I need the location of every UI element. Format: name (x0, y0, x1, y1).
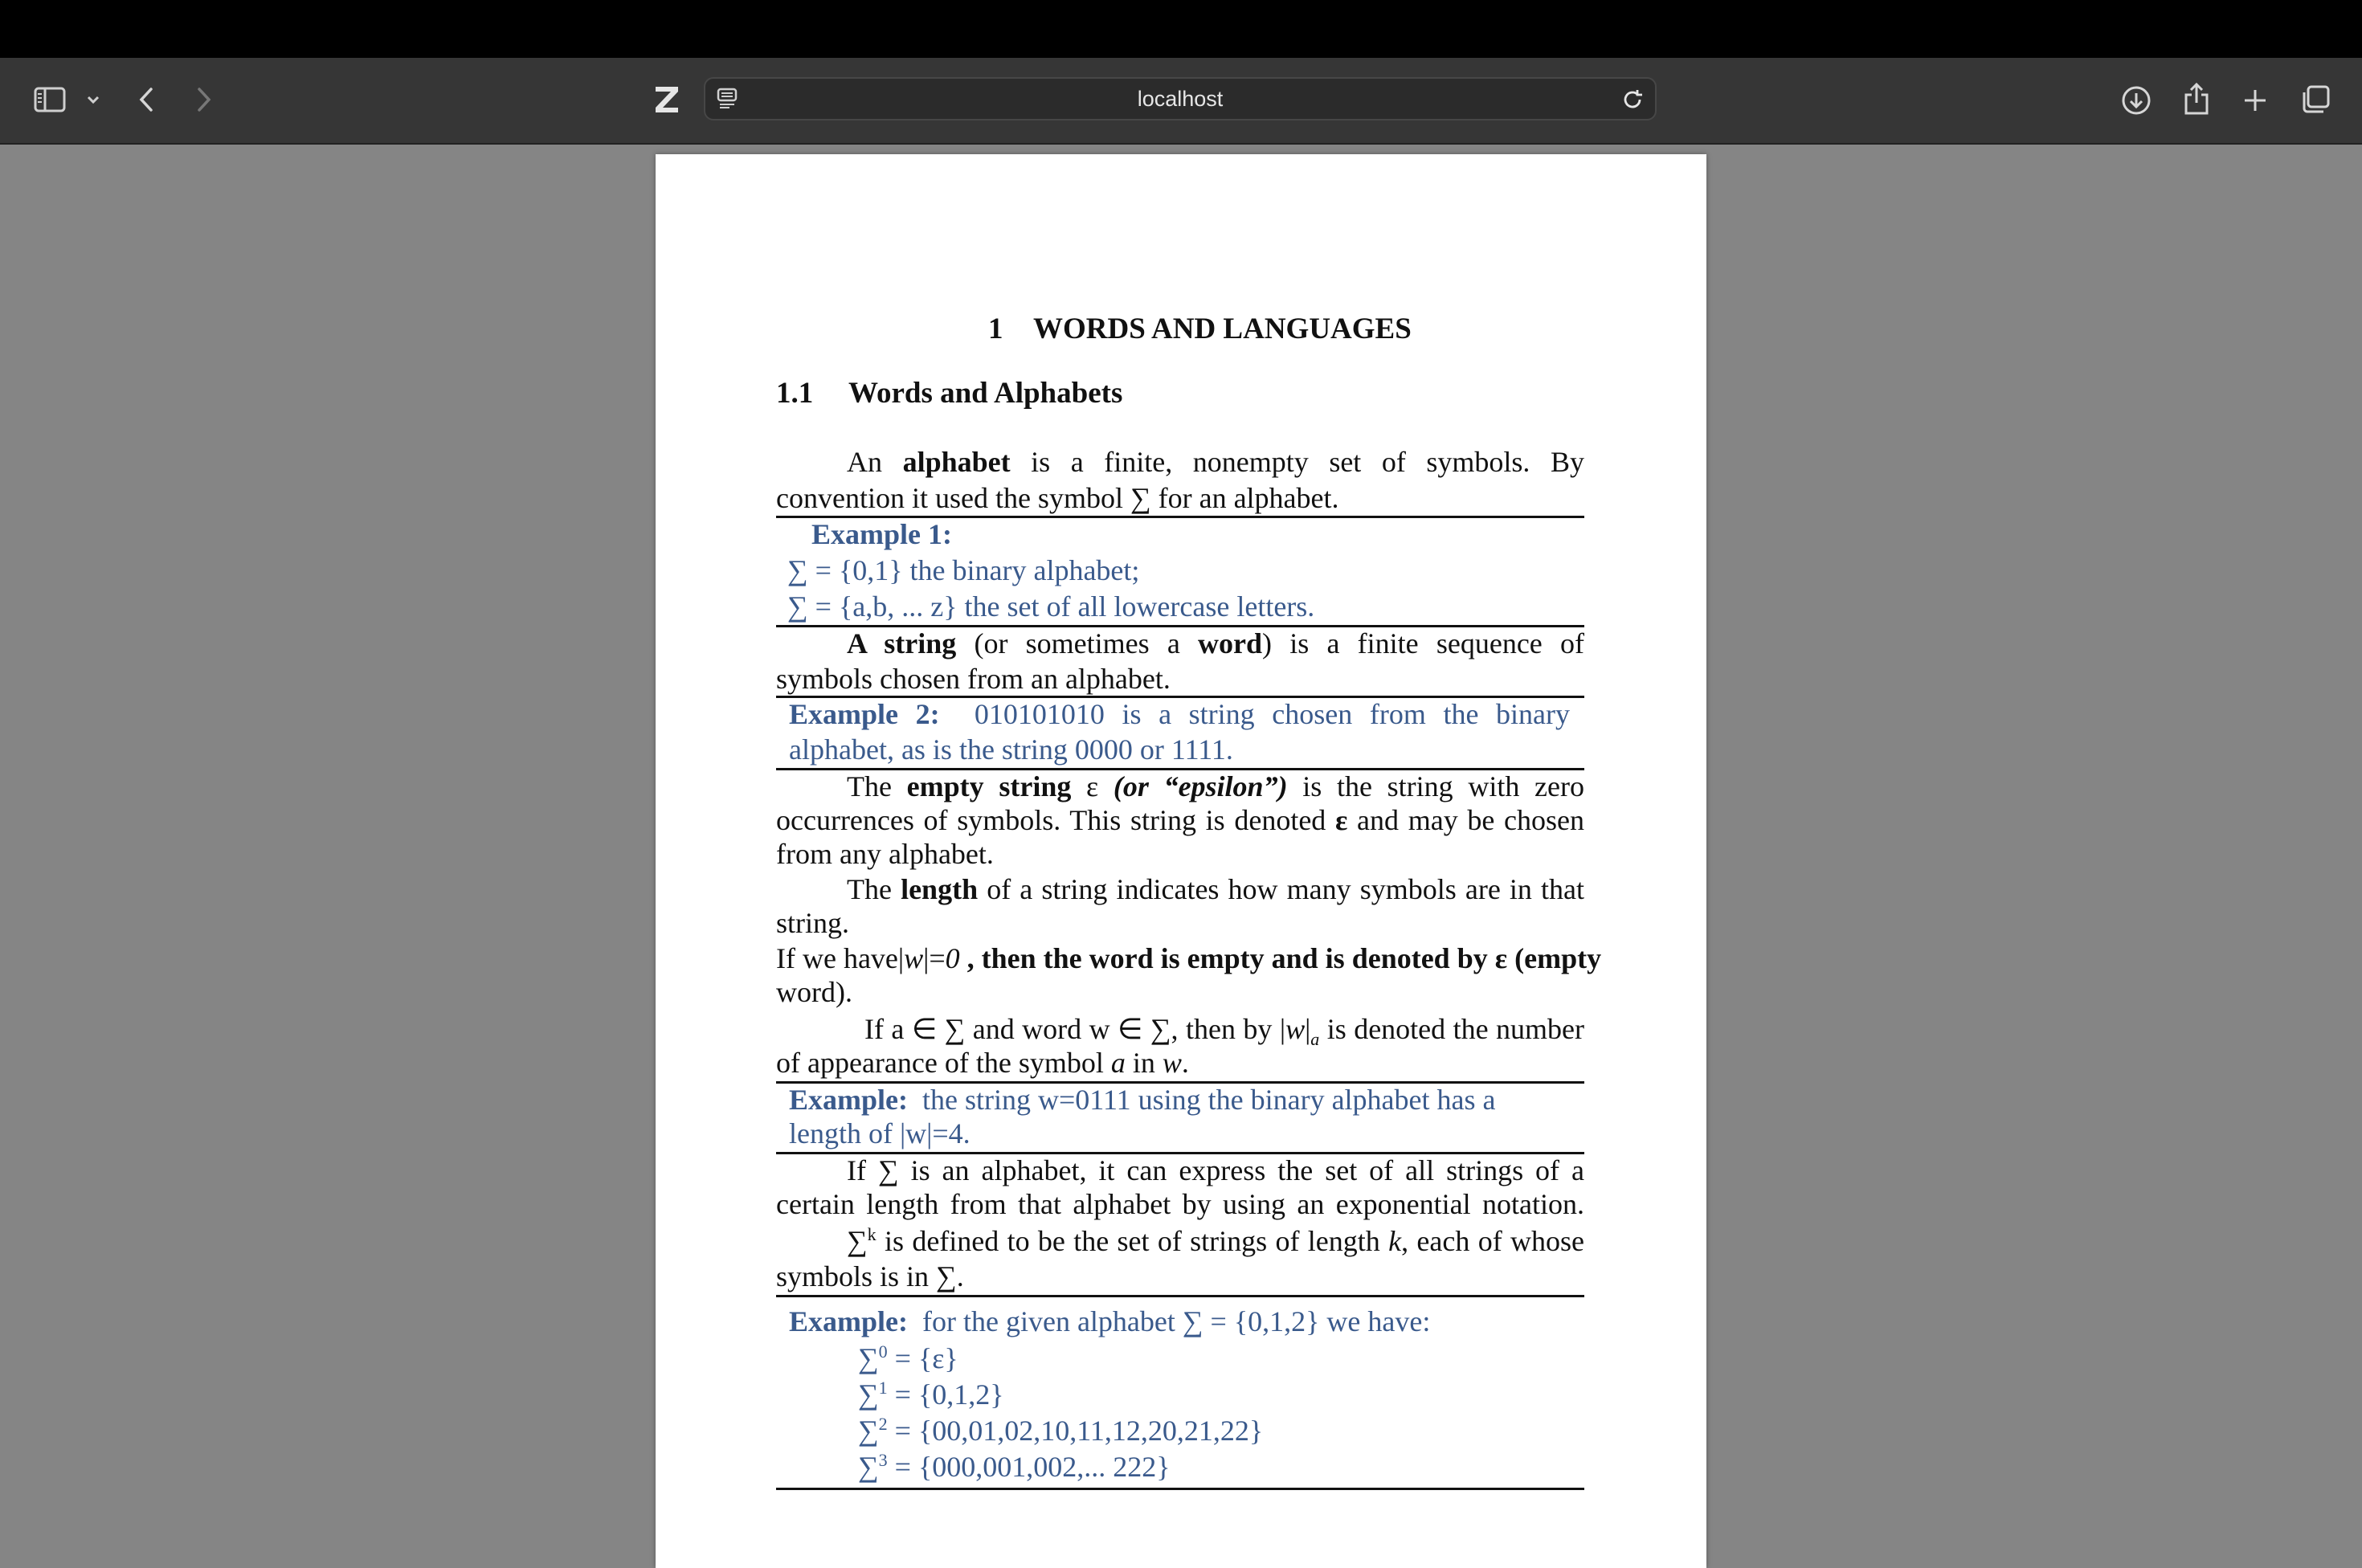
pdf-viewer[interactable] (0, 145, 2362, 1536)
zotero-icon[interactable] (651, 82, 683, 117)
paragraph-line: symbols is in ∑. (776, 1260, 964, 1292)
browser-toolbar (0, 58, 2362, 145)
tabs-overview-icon[interactable] (2299, 84, 2331, 116)
example-line: Example: for the given alphabet ∑ = {0,1,2} we have: (789, 1305, 1431, 1337)
forward-icon (191, 82, 217, 117)
paragraph-line: If ∑ is an alphabet, it can express the set of all strings of a (847, 1154, 1584, 1186)
paragraph-line: certain length from that alphabet by using an exponential notation. (776, 1188, 1584, 1220)
paragraph-line: symbols chosen from an alphabet. (776, 663, 1171, 695)
example-label: Example 1: (811, 518, 952, 550)
paragraph-line: An alphabet is a finite, nonempty set of symbols. By (847, 446, 1584, 478)
paragraph-line: A string (or sometimes a word) is a finite sequence of (847, 627, 1584, 659)
power-set-row: ∑$^0$ = {ε} (858, 1341, 958, 1374)
paragraph-line: string. (776, 907, 850, 939)
new-tab-icon[interactable] (2240, 85, 2270, 116)
example-line: Example: the string w=0111 using the binary alphabet has a (789, 1084, 1496, 1116)
url-text[interactable]: localhost (1137, 86, 1224, 111)
address-bar[interactable] (704, 77, 1657, 120)
menu-bar (0, 0, 2362, 58)
paragraph-line: If a ∈ ∑ and word w ∈ ∑, then by $|w|_a$ is denoted the number (864, 1013, 1585, 1050)
section-title: Words and Alphabets (848, 377, 1123, 410)
download-icon[interactable] (2119, 84, 2153, 117)
example-line: Example 2: 010101010 is a string chosen from the binary (789, 698, 1571, 730)
paragraph-line: occurrences of symbols. This string is denoted ε and may be chosen (776, 804, 1585, 836)
paragraph-line: from any alphabet. (776, 838, 994, 870)
power-set-row: ∑$^1$ = {0,1,2} (858, 1378, 1004, 1411)
paragraph-line: word). (776, 976, 852, 1008)
paragraph-line: of appearance of the symbol a in w. (776, 1047, 1189, 1079)
power-set-row: ∑$^2$ = {00,01,02,10,11,12,20,21,22} (858, 1414, 1264, 1447)
paragraph-line: The length of a string indicates how many symbols are in that (847, 873, 1584, 905)
chapter-number: 1 (988, 312, 1003, 345)
paragraph-line: convention it used the symbol ∑ for an alphabet. (776, 482, 1339, 514)
chapter-title: WORDS AND LANGUAGES (1033, 312, 1412, 345)
paragraph-line: If we have|w|=0 , then the word is empty and is denoted by ε (empty (776, 942, 1602, 974)
share-icon[interactable] (2182, 80, 2211, 117)
example-line: ∑ = {a,b, ... z} the set of all lowercase letters. (787, 590, 1315, 623)
divider (776, 1295, 1584, 1297)
example-line: length of |w|=4. (789, 1117, 971, 1149)
paragraph-line: ∑$^k$ is defined to be the set of strings of length k, each of whose (847, 1224, 1584, 1257)
back-icon[interactable] (133, 82, 159, 117)
divider (776, 1488, 1584, 1490)
chevron-down-icon[interactable] (84, 88, 103, 111)
sidebar-icon[interactable] (31, 84, 69, 116)
section-number: 1.1 (776, 377, 814, 410)
paragraph-line: The empty string ε (or “epsilon”) is the string with zero (847, 770, 1585, 802)
example-line: ∑ = {0,1} the binary alphabet; (787, 554, 1140, 586)
example-line: alphabet, as is the string 0000 or 1111. (789, 733, 1233, 766)
reload-icon[interactable] (1620, 87, 1645, 112)
power-set-row: ∑$^3$ = {000,001,002,... 222} (858, 1450, 1171, 1483)
pdf-page (656, 154, 1706, 1568)
